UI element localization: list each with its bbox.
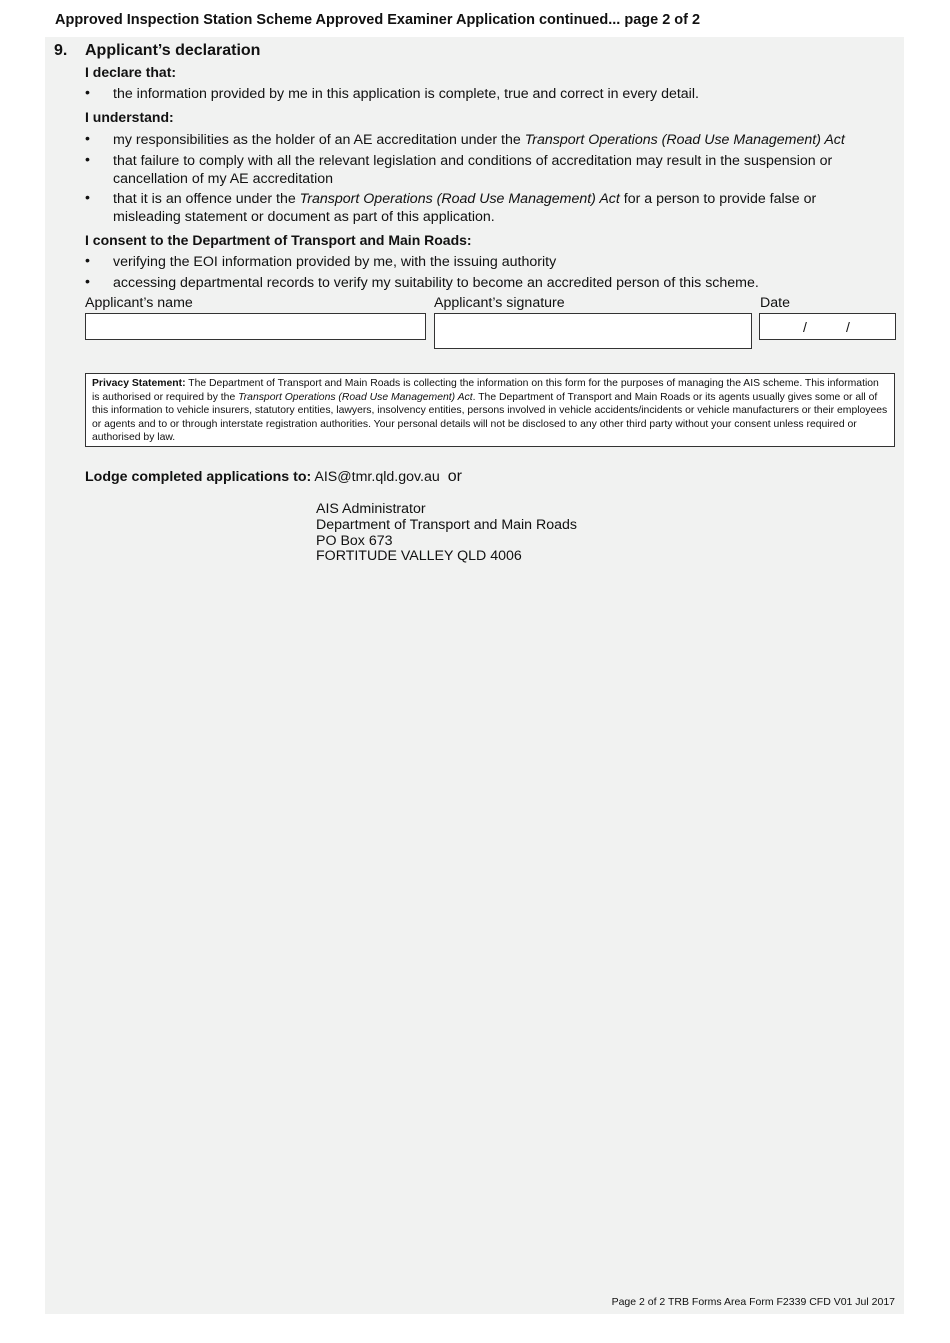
privacy-statement: Privacy Statement: The Department of Transport and Main Roads is collecting the information on this form for the purposes of managing the AIS scheme. This information is authorised or required by the Transport Operations (Road Use Management) Act. The Department of Transport and Main Roads or its agents usually gives some or all of this information to vehicle insurers, statutory entities, lawyers, insolvency entities, persons involved in vehicle accidents/incidents or vehicle manufacturers or their employees or agents and to or through interstate registration authorities. Your personal details will not be disclosed to any other third party without your consent unless required or authorised by law.: [85, 373, 895, 447]
address-line-1: AIS Administrator: [316, 501, 426, 517]
bullet-icon: •: [85, 131, 90, 147]
section-title: Applicant’s declaration: [85, 42, 261, 59]
bullet-icon: •: [85, 274, 90, 290]
postal-address: [316, 502, 577, 565]
lodge-or: or: [447, 468, 462, 485]
bullet-icon: •: [85, 85, 90, 101]
bullet-icon: •: [85, 253, 90, 269]
page-footer: Page 2 of 2 TRB Forms Area Form F2339 CFD V01 Jul 2017: [611, 1296, 895, 1308]
date-separator: /: [846, 319, 850, 335]
date-separator: /: [803, 319, 807, 335]
page-header-title: Approved Inspection Station Scheme Approved Examiner Application continued... page 2 of 2: [55, 12, 701, 28]
date-field[interactable]: [759, 313, 896, 340]
applicant-signature-label: Applicant’s signature: [434, 295, 565, 311]
consent-heading: I consent to the Department of Transport and Main Roads:: [85, 232, 472, 248]
applicant-signature-field[interactable]: [434, 313, 752, 349]
lodge-line: [85, 468, 462, 486]
address-line-2: Department of Transport and Main Roads: [316, 516, 578, 533]
lodge-label: Lodge completed applications to:: [85, 469, 312, 485]
bullet-icon: •: [85, 152, 90, 168]
form-panel: [45, 37, 904, 1314]
declare-heading: I declare that:: [85, 64, 177, 80]
lodge-email-link[interactable]: AIS@tmr.qld.gov.au: [314, 469, 440, 485]
bullet-icon: •: [85, 190, 90, 206]
understand-heading: I understand:: [85, 109, 174, 125]
applicant-name-label: Applicant’s name: [85, 295, 193, 311]
applicant-name-field[interactable]: [85, 313, 426, 340]
address-line-3: PO Box 673: [316, 532, 393, 549]
section-number: 9.: [54, 42, 68, 59]
date-label: Date: [760, 295, 790, 311]
address-line-4: FORTITUDE VALLEY QLD 4006: [316, 548, 522, 565]
